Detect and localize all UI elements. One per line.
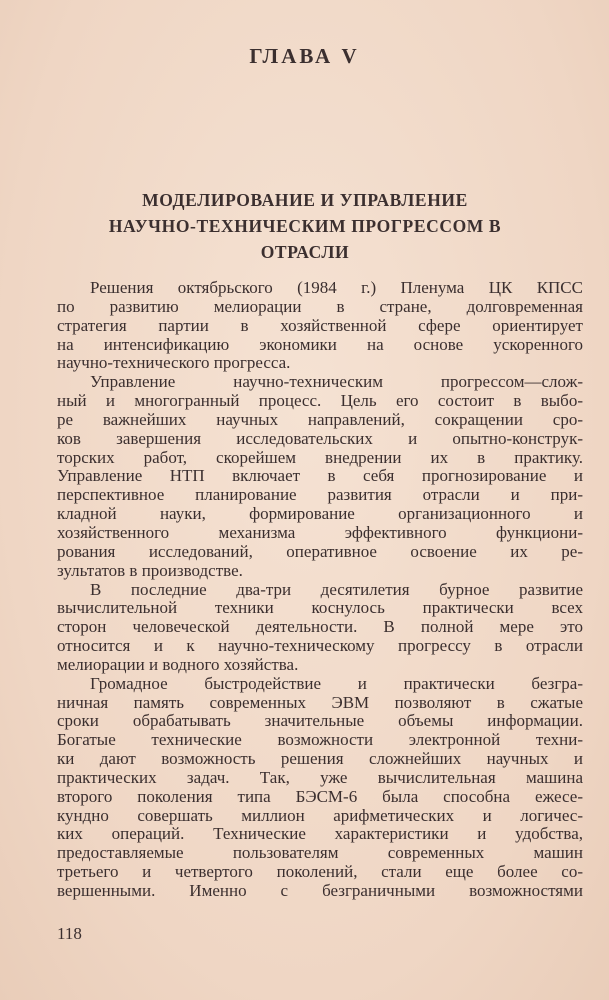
- text-line: ков завершения исследовательских и опытно-конструк-: [57, 428, 583, 448]
- text-line: ких операций. Технические характеристики и удобства,: [57, 824, 583, 844]
- paragraph: [57, 675, 583, 901]
- text-line: кундно совершать миллион арифметических и логичес-: [57, 805, 583, 825]
- text-line: практических задач. Так, уже вычислительная машина: [57, 767, 583, 787]
- text-line: ре важнейших научных направлений, сокращении сро-: [57, 409, 583, 429]
- text-line: научно-технического прогресса.: [57, 353, 291, 373]
- text-line: рования исследований, оперативное освоение их ре-: [57, 541, 583, 561]
- paragraph: [57, 581, 583, 675]
- heading-line: МОДЕЛИРОВАНИЕ И УПРАВЛЕНИЕ: [142, 190, 468, 210]
- text-line: мелиорации и водного хозяйства.: [57, 654, 299, 674]
- text-line: Управление НТП включает в себя прогнозирование и: [57, 466, 583, 486]
- page-number: 118: [57, 924, 82, 943]
- text-line: сторон человеческой деятельности. В полной мере это: [57, 617, 583, 637]
- text-line: зультатов в производстве.: [57, 560, 243, 580]
- paragraph: [57, 279, 583, 373]
- text-line: на интенсификацию экономики на основе ускоренного: [57, 334, 583, 354]
- section-heading: [60, 187, 550, 265]
- text-line: В последние два-три десятилетия бурное развитие: [90, 579, 583, 599]
- text-line: перспективное планирование развития отрасли и при-: [57, 485, 583, 505]
- text-line: относится и к научно-техническому прогрессу в отрасли: [57, 636, 583, 656]
- text-line: вершенными. Именно с безграничными возможностями: [57, 881, 583, 900]
- heading-line: НАУЧНО-ТЕХНИЧЕСКИМ ПРОГРЕССОМ В: [108, 216, 502, 236]
- text-line: стратегия партии в хозяйственной сфере ориентирует: [57, 315, 583, 335]
- text-line: по развитию мелиорации в стране, долговременная: [57, 296, 583, 316]
- text-line: хозяйственного механизма эффективного функциони-: [57, 522, 583, 542]
- text-line: торских работ, скорейшем внедрении их в практику.: [57, 447, 583, 467]
- text-line: Богатые технические возможности электронной техни-: [57, 730, 583, 750]
- heading-line: ОТРАСЛИ: [260, 242, 350, 262]
- body-text: [57, 279, 583, 901]
- text-line: третьего и четвертого поколений, стали еще более со-: [57, 862, 583, 882]
- text-line: Управление научно-техническим прогрессом—слож-: [90, 372, 583, 392]
- paragraph: [57, 373, 583, 580]
- text-line: ный и многогранный процесс. Цель его состоит в выбо-: [57, 391, 583, 411]
- chapter-title: ГЛАВА V: [249, 44, 360, 68]
- text-line: кладной науки, формирование организационного и: [57, 504, 583, 524]
- text-line: второго поколения типа БЭСМ-6 была способна ежесе-: [57, 786, 583, 806]
- text-line: Громадное быстродействие и практически безгра-: [90, 673, 583, 693]
- text-line: вычислительной техники коснулось практически всех: [57, 598, 583, 618]
- text-line: ки дают возможность решения сложнейших научных и: [57, 749, 583, 769]
- text-line: сроки обрабатывать значительные объемы информации.: [57, 711, 583, 731]
- text-line: Решения октябрьского (1984 г.) Пленума ЦК КПСС: [90, 278, 583, 297]
- text-line: ничная память современных ЭВМ позволяют в сжатые: [57, 692, 583, 712]
- text-line: предоставляемые пользователям современных машин: [57, 843, 583, 863]
